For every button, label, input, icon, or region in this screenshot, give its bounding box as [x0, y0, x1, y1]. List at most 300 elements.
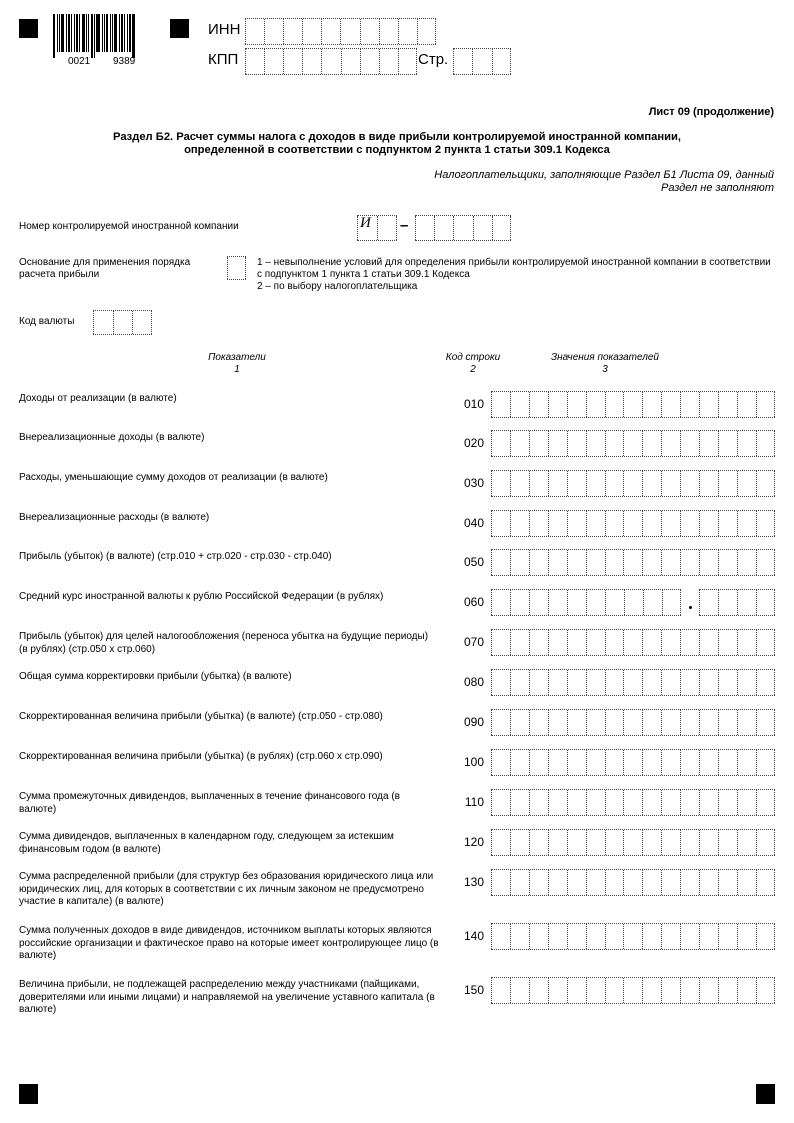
input-cell[interactable]: [548, 511, 567, 536]
input-cell[interactable]: [586, 750, 605, 775]
input-cell[interactable]: [737, 431, 756, 456]
input-cell[interactable]: [605, 670, 624, 695]
input-cell[interactable]: [586, 830, 605, 855]
input-cell[interactable]: [642, 978, 661, 1003]
input-cell[interactable]: [510, 750, 529, 775]
input-cell[interactable]: [680, 511, 699, 536]
input-cell[interactable]: [756, 978, 775, 1003]
input-cell[interactable]: [756, 670, 775, 695]
input-cell[interactable]: [491, 550, 510, 575]
input-cell[interactable]: [605, 830, 624, 855]
input-cell[interactable]: [586, 550, 605, 575]
input-cell[interactable]: [93, 311, 113, 334]
input-cell[interactable]: [529, 924, 548, 949]
input-cell[interactable]: [642, 924, 661, 949]
input-cell[interactable]: [623, 550, 642, 575]
input-cell[interactable]: [661, 630, 680, 655]
input-cell[interactable]: [605, 590, 624, 615]
input-cell[interactable]: [756, 511, 775, 536]
row-value-field-030[interactable]: [491, 470, 775, 497]
input-cell[interactable]: [623, 630, 642, 655]
input-cell[interactable]: [642, 870, 661, 895]
input-cell[interactable]: [586, 924, 605, 949]
row-value-field-150[interactable]: [491, 977, 775, 1004]
input-cell[interactable]: [529, 590, 548, 615]
company-number-prefix-field[interactable]: [357, 215, 397, 241]
input-cell[interactable]: [492, 216, 511, 240]
input-cell[interactable]: [491, 392, 510, 417]
input-cell[interactable]: [548, 870, 567, 895]
input-cell[interactable]: [529, 471, 548, 496]
input-cell[interactable]: [623, 924, 642, 949]
input-cell[interactable]: [699, 710, 718, 735]
input-cell[interactable]: [718, 590, 737, 615]
input-cell[interactable]: [662, 590, 681, 615]
input-cell[interactable]: [642, 710, 661, 735]
input-cell[interactable]: [417, 19, 436, 44]
input-cell[interactable]: [567, 590, 586, 615]
input-cell[interactable]: [642, 830, 661, 855]
input-cell[interactable]: [661, 978, 680, 1003]
input-cell[interactable]: [567, 630, 586, 655]
input-cell[interactable]: [737, 550, 756, 575]
row-value-field-010[interactable]: [491, 391, 775, 418]
col-header-values-num: 3: [602, 364, 608, 375]
input-cell[interactable]: [623, 750, 642, 775]
row-value-field-060-fraction[interactable]: [699, 589, 775, 616]
input-cell[interactable]: [548, 392, 567, 417]
input-cell[interactable]: [548, 431, 567, 456]
input-cell[interactable]: [623, 870, 642, 895]
input-cell[interactable]: [548, 790, 567, 815]
input-cell[interactable]: [548, 630, 567, 655]
input-cell[interactable]: [491, 830, 510, 855]
inn-field[interactable]: [245, 18, 436, 45]
input-cell[interactable]: [661, 710, 680, 735]
currency-code-field[interactable]: [93, 310, 152, 335]
input-cell[interactable]: [473, 216, 492, 240]
input-cell[interactable]: [605, 471, 624, 496]
input-cell[interactable]: [718, 392, 737, 417]
input-cell[interactable]: [699, 590, 718, 615]
barcode-bar: [132, 14, 135, 58]
input-cell[interactable]: [737, 750, 756, 775]
input-cell[interactable]: [737, 392, 756, 417]
input-cell[interactable]: [605, 431, 624, 456]
input-cell[interactable]: [699, 790, 718, 815]
input-cell[interactable]: [699, 431, 718, 456]
input-cell[interactable]: [415, 216, 434, 240]
input-cell[interactable]: [642, 550, 661, 575]
input-cell[interactable]: [699, 870, 718, 895]
input-cell[interactable]: [718, 710, 737, 735]
input-cell[interactable]: [624, 590, 643, 615]
input-cell[interactable]: [132, 311, 152, 334]
input-cell[interactable]: [642, 790, 661, 815]
barcode-bar: [61, 14, 64, 52]
input-cell[interactable]: [548, 590, 567, 615]
input-cell[interactable]: [529, 670, 548, 695]
input-cell[interactable]: [529, 710, 548, 735]
input-cell[interactable]: [529, 750, 548, 775]
input-cell[interactable]: [605, 511, 624, 536]
input-cell[interactable]: [756, 830, 775, 855]
input-cell[interactable]: [680, 978, 699, 1003]
input-cell[interactable]: [623, 471, 642, 496]
input-cell[interactable]: [510, 830, 529, 855]
input-cell[interactable]: [510, 670, 529, 695]
input-cell[interactable]: [491, 590, 510, 615]
input-cell[interactable]: [661, 790, 680, 815]
input-cell[interactable]: [737, 978, 756, 1003]
input-cell[interactable]: [227, 257, 246, 279]
input-cell[interactable]: [529, 630, 548, 655]
input-cell[interactable]: [718, 870, 737, 895]
input-cell[interactable]: [605, 750, 624, 775]
row-value-field-100[interactable]: [491, 749, 775, 776]
input-cell[interactable]: [529, 790, 548, 815]
input-cell[interactable]: [718, 978, 737, 1003]
input-cell[interactable]: [605, 550, 624, 575]
input-cell[interactable]: [756, 550, 775, 575]
input-cell[interactable]: [491, 670, 510, 695]
input-cell[interactable]: [680, 630, 699, 655]
barcode-bar: [127, 14, 128, 52]
input-cell[interactable]: [756, 630, 775, 655]
input-cell[interactable]: [680, 790, 699, 815]
input-cell[interactable]: [661, 924, 680, 949]
input-cell[interactable]: [756, 750, 775, 775]
row-value-field-090[interactable]: [491, 709, 775, 736]
input-cell[interactable]: [586, 630, 605, 655]
input-cell[interactable]: [699, 550, 718, 575]
input-cell[interactable]: [491, 924, 510, 949]
company-number-dash: –: [400, 217, 409, 234]
input-cell[interactable]: [567, 431, 586, 456]
basis-code-field[interactable]: [227, 256, 246, 280]
input-cell[interactable]: [492, 49, 511, 74]
input-cell[interactable]: [642, 431, 661, 456]
input-cell[interactable]: [737, 830, 756, 855]
row-label-130: Сумма распределенной прибыли (для структур без образования юридического лица или юридических лиц, для которых в соответствии с их личным законом не предусмотрено участие в капитале) (в валюте): [19, 871, 434, 907]
input-cell[interactable]: [510, 978, 529, 1003]
input-cell[interactable]: [377, 216, 397, 240]
row-value-field-110[interactable]: [491, 789, 775, 816]
input-cell[interactable]: [264, 19, 283, 44]
input-cell[interactable]: [548, 471, 567, 496]
input-cell[interactable]: [756, 924, 775, 949]
input-cell[interactable]: [510, 431, 529, 456]
input-cell[interactable]: [605, 790, 624, 815]
input-cell[interactable]: [491, 431, 510, 456]
input-cell[interactable]: [718, 670, 737, 695]
input-cell[interactable]: [510, 710, 529, 735]
input-cell[interactable]: [453, 216, 472, 240]
row-value-field-120[interactable]: [491, 829, 775, 856]
company-number-field[interactable]: [415, 215, 511, 241]
col-header-values-title: Значения показателей: [550, 352, 659, 363]
input-cell[interactable]: [529, 511, 548, 536]
input-cell[interactable]: [680, 750, 699, 775]
input-cell[interactable]: [680, 924, 699, 949]
input-cell[interactable]: [737, 511, 756, 536]
input-cell[interactable]: [529, 870, 548, 895]
input-cell[interactable]: [341, 49, 360, 74]
barcode-number-left: 0021: [68, 56, 91, 67]
input-cell[interactable]: [510, 392, 529, 417]
input-cell[interactable]: [510, 590, 529, 615]
input-cell[interactable]: [756, 471, 775, 496]
input-cell[interactable]: [699, 830, 718, 855]
input-cell[interactable]: [567, 790, 586, 815]
row-value-field-020[interactable]: [491, 430, 775, 457]
input-cell[interactable]: [605, 630, 624, 655]
decimal-point: [689, 606, 692, 609]
barcode-bar: [86, 14, 87, 52]
row-value-field-080[interactable]: [491, 669, 775, 696]
input-cell[interactable]: [605, 870, 624, 895]
currency-code-label: Код валюты: [19, 316, 75, 327]
input-cell[interactable]: [737, 710, 756, 735]
row-code-150: 150: [463, 983, 484, 997]
barcode-bar: [119, 14, 120, 52]
input-cell[interactable]: [605, 392, 624, 417]
barcode: [53, 14, 153, 58]
input-cell[interactable]: [398, 49, 417, 74]
input-cell[interactable]: [661, 511, 680, 536]
input-cell[interactable]: [642, 670, 661, 695]
input-cell[interactable]: [340, 19, 359, 44]
input-cell[interactable]: [680, 710, 699, 735]
input-cell[interactable]: [680, 870, 699, 895]
input-cell[interactable]: [586, 471, 605, 496]
input-cell[interactable]: [472, 49, 491, 74]
input-cell[interactable]: [642, 471, 661, 496]
input-cell[interactable]: [491, 511, 510, 536]
input-cell[interactable]: [548, 550, 567, 575]
input-cell[interactable]: [586, 790, 605, 815]
input-cell[interactable]: [718, 431, 737, 456]
input-cell[interactable]: [567, 392, 586, 417]
input-cell[interactable]: [491, 790, 510, 815]
input-cell[interactable]: [737, 924, 756, 949]
input-cell[interactable]: [699, 978, 718, 1003]
input-cell[interactable]: [661, 550, 680, 575]
input-cell[interactable]: [737, 870, 756, 895]
input-cell[interactable]: [718, 790, 737, 815]
input-cell[interactable]: [643, 590, 662, 615]
row-label-150: Величина прибыли, не подлежащей распределению между участниками (пайщиками, доверителями или иными лицами) и направляемой на увеличение уставного капитала (в валюте): [19, 979, 435, 1015]
input-cell[interactable]: [529, 392, 548, 417]
input-cell[interactable]: [718, 750, 737, 775]
input-cell[interactable]: [623, 431, 642, 456]
input-cell[interactable]: [756, 710, 775, 735]
input-cell[interactable]: [510, 630, 529, 655]
input-cell[interactable]: [737, 790, 756, 815]
input-cell[interactable]: [567, 870, 586, 895]
input-cell[interactable]: [510, 924, 529, 949]
row-value-field-140[interactable]: [491, 923, 775, 950]
input-cell[interactable]: [567, 550, 586, 575]
input-cell[interactable]: [756, 431, 775, 456]
barcode-bar: [110, 14, 111, 52]
input-cell[interactable]: [718, 630, 737, 655]
input-cell[interactable]: [510, 870, 529, 895]
input-cell[interactable]: [586, 590, 605, 615]
input-cell[interactable]: [699, 670, 718, 695]
page-number-field[interactable]: [453, 48, 511, 75]
input-cell[interactable]: [586, 870, 605, 895]
input-cell[interactable]: [113, 311, 133, 334]
input-cell[interactable]: [699, 630, 718, 655]
input-cell[interactable]: [510, 511, 529, 536]
input-cell[interactable]: [623, 830, 642, 855]
input-cell[interactable]: [302, 49, 321, 74]
input-cell[interactable]: [529, 978, 548, 1003]
input-cell[interactable]: [718, 830, 737, 855]
input-cell[interactable]: [642, 630, 661, 655]
input-cell[interactable]: [453, 49, 472, 74]
row-code-080: 080: [463, 675, 484, 689]
input-cell[interactable]: [491, 870, 510, 895]
row-value-field-130[interactable]: [491, 869, 775, 896]
input-cell[interactable]: [321, 49, 340, 74]
input-cell[interactable]: [623, 392, 642, 417]
input-cell[interactable]: [510, 790, 529, 815]
input-cell[interactable]: [491, 630, 510, 655]
input-cell[interactable]: [548, 924, 567, 949]
input-cell[interactable]: [680, 830, 699, 855]
input-cell[interactable]: [548, 750, 567, 775]
input-cell[interactable]: [586, 670, 605, 695]
input-cell[interactable]: [283, 19, 302, 44]
input-cell[interactable]: [718, 511, 737, 536]
input-cell[interactable]: [357, 216, 377, 240]
input-cell[interactable]: [756, 790, 775, 815]
row-value-field-070[interactable]: [491, 629, 775, 656]
input-cell[interactable]: [661, 870, 680, 895]
input-cell[interactable]: [379, 19, 398, 44]
input-cell[interactable]: [661, 431, 680, 456]
input-cell[interactable]: [360, 49, 379, 74]
input-cell[interactable]: [529, 431, 548, 456]
input-cell[interactable]: [737, 630, 756, 655]
input-cell[interactable]: [623, 710, 642, 735]
input-cell[interactable]: [680, 550, 699, 575]
input-cell[interactable]: [718, 550, 737, 575]
input-cell[interactable]: [491, 978, 510, 1003]
input-cell[interactable]: [680, 392, 699, 417]
input-cell[interactable]: [567, 511, 586, 536]
input-cell[interactable]: [567, 978, 586, 1003]
input-cell[interactable]: [548, 710, 567, 735]
input-cell[interactable]: [510, 550, 529, 575]
input-cell[interactable]: [567, 670, 586, 695]
input-cell[interactable]: [699, 471, 718, 496]
row-value-field-050[interactable]: [491, 549, 775, 576]
input-cell[interactable]: [661, 471, 680, 496]
row-value-field-060-integer[interactable]: [491, 589, 681, 616]
input-cell[interactable]: [661, 392, 680, 417]
input-cell[interactable]: [680, 471, 699, 496]
row-value-field-040[interactable]: [491, 510, 775, 537]
input-cell[interactable]: [548, 830, 567, 855]
input-cell[interactable]: [491, 710, 510, 735]
input-cell[interactable]: [567, 924, 586, 949]
input-cell[interactable]: [586, 511, 605, 536]
input-cell[interactable]: [623, 790, 642, 815]
input-cell[interactable]: [548, 670, 567, 695]
input-cell[interactable]: [529, 830, 548, 855]
input-cell[interactable]: [661, 750, 680, 775]
company-number-label: Номер контролируемой иностранной компании: [19, 221, 239, 232]
input-cell[interactable]: [661, 830, 680, 855]
input-cell[interactable]: [605, 710, 624, 735]
input-cell[interactable]: [434, 216, 453, 240]
input-cell[interactable]: [737, 670, 756, 695]
input-cell[interactable]: [245, 49, 264, 74]
input-cell[interactable]: [680, 670, 699, 695]
input-cell[interactable]: [567, 710, 586, 735]
input-cell[interactable]: [718, 924, 737, 949]
input-cell[interactable]: [756, 870, 775, 895]
input-cell[interactable]: [510, 471, 529, 496]
input-cell[interactable]: [680, 431, 699, 456]
input-cell[interactable]: [283, 49, 302, 74]
input-cell[interactable]: [642, 511, 661, 536]
input-cell[interactable]: [567, 750, 586, 775]
input-cell[interactable]: [718, 471, 737, 496]
input-cell[interactable]: [586, 392, 605, 417]
input-cell[interactable]: [586, 978, 605, 1003]
input-cell[interactable]: [737, 471, 756, 496]
input-cell[interactable]: [605, 924, 624, 949]
input-cell[interactable]: [302, 19, 321, 44]
input-cell[interactable]: [491, 471, 510, 496]
input-cell[interactable]: [699, 924, 718, 949]
row-label-120: Сумма дивидендов, выплаченных в календарном году, следующем за истекшим финансовым годом (в валюте): [19, 831, 394, 855]
input-cell[interactable]: [529, 550, 548, 575]
input-cell[interactable]: [360, 19, 379, 44]
input-cell[interactable]: [379, 49, 398, 74]
input-cell[interactable]: [642, 392, 661, 417]
input-cell[interactable]: [548, 978, 567, 1003]
input-cell[interactable]: [756, 392, 775, 417]
input-cell[interactable]: [737, 590, 756, 615]
input-cell[interactable]: [567, 830, 586, 855]
input-cell[interactable]: [699, 392, 718, 417]
input-cell[interactable]: [642, 750, 661, 775]
input-cell[interactable]: [586, 710, 605, 735]
input-cell[interactable]: [245, 19, 264, 44]
input-cell[interactable]: [264, 49, 283, 74]
input-cell[interactable]: [605, 978, 624, 1003]
input-cell[interactable]: [661, 670, 680, 695]
input-cell[interactable]: [623, 978, 642, 1003]
input-cell[interactable]: [567, 471, 586, 496]
barcode-bar: [53, 14, 55, 58]
input-cell[interactable]: [321, 19, 340, 44]
input-cell[interactable]: [491, 750, 510, 775]
kpp-field[interactable]: [245, 48, 417, 75]
input-cell[interactable]: [623, 670, 642, 695]
input-cell[interactable]: [586, 431, 605, 456]
input-cell[interactable]: [623, 511, 642, 536]
input-cell[interactable]: [398, 19, 417, 44]
input-cell[interactable]: [699, 750, 718, 775]
input-cell[interactable]: [699, 511, 718, 536]
input-cell[interactable]: [756, 590, 775, 615]
